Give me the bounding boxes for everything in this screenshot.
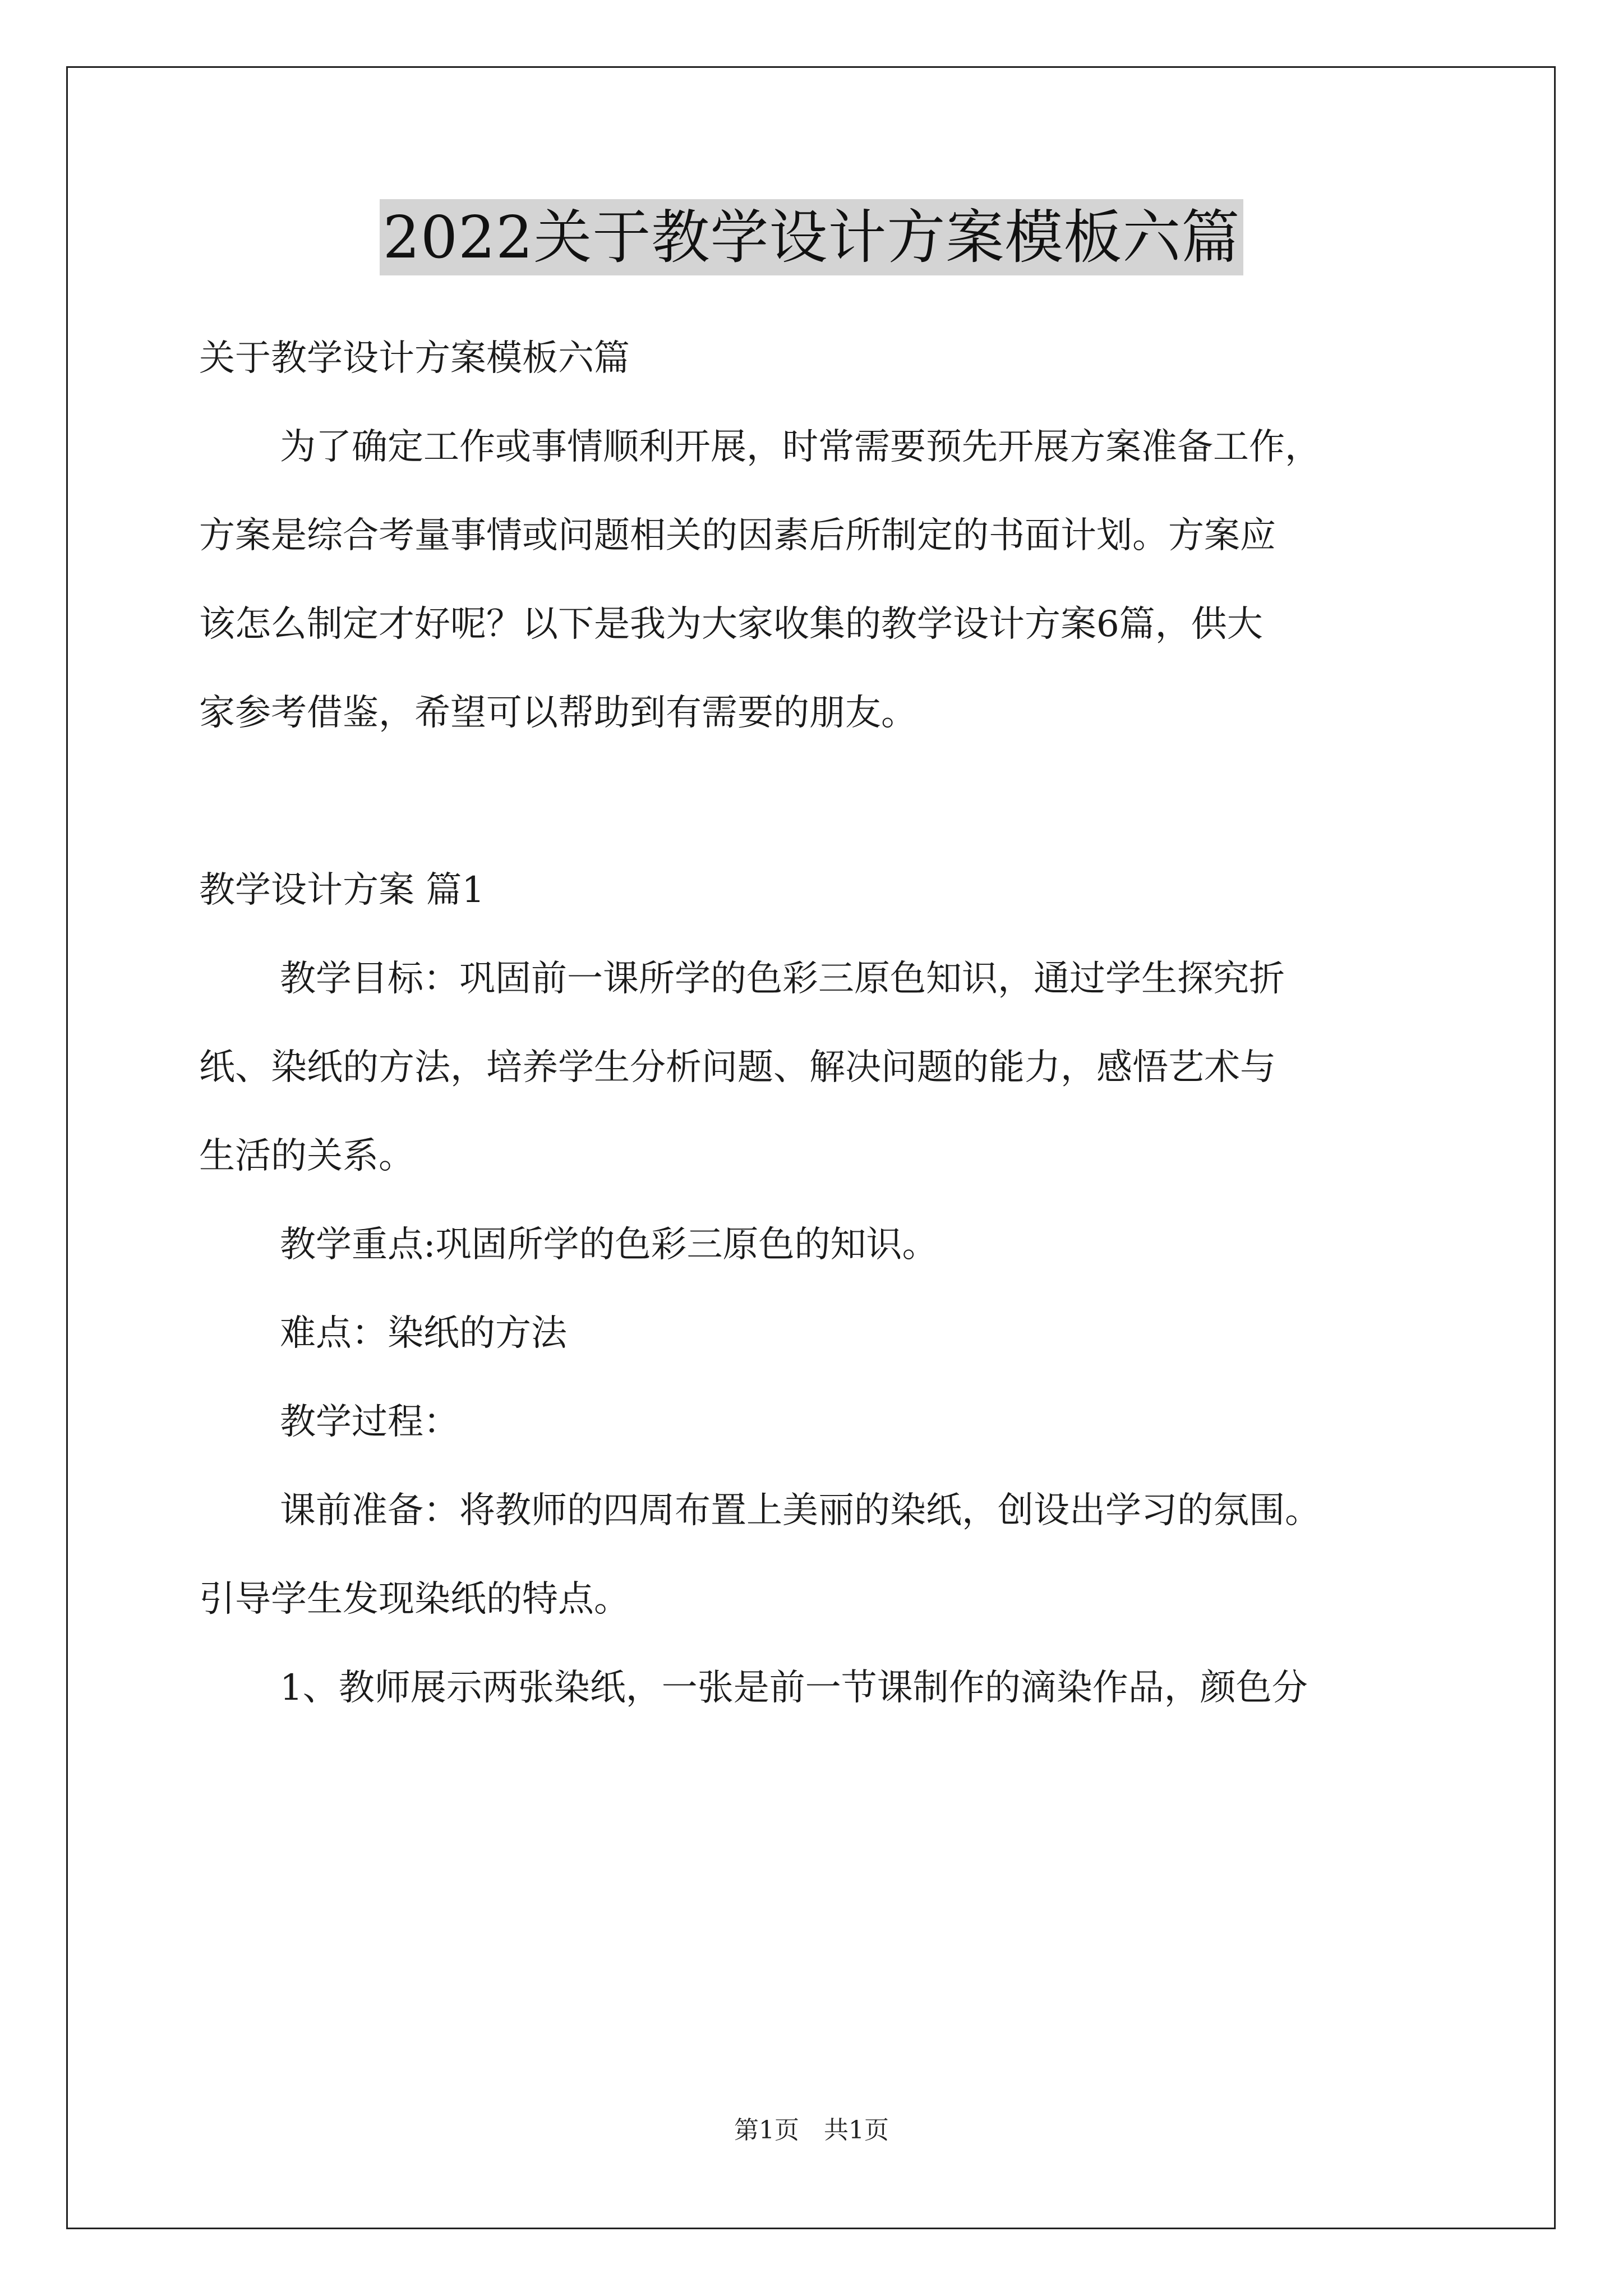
intro-line: 方案是综合考量事情或问题相关的因素后所制定的书面计划。方案应 [199, 515, 1276, 556]
prep-line: 引导学生发现染纸的特点。 [199, 1579, 630, 1620]
document-title: 2022关于教学设计方案模板六篇 [380, 199, 1244, 275]
goal-line: 生活的关系。 [199, 1135, 414, 1177]
goal-line: 教学目标：巩固前一课所学的色彩三原色知识，通过学生探究折 [280, 958, 1285, 1000]
page-number-footer: 第1页 共1页 [734, 2116, 889, 2145]
goal-line: 纸、染纸的方法，培养学生分析问题、解决问题的能力，感悟艺术与 [199, 1047, 1276, 1088]
difficulty: 难点：染纸的方法 [280, 1313, 567, 1354]
prep-line: 课前准备：将教师的四周布置上美丽的染纸，创设出学习的氛围。 [280, 1490, 1321, 1531]
document-body [199, 314, 1436, 1732]
process-heading: 教学过程： [280, 1401, 459, 1443]
key-point: 教学重点:巩固所学的色彩三原色的知识。 [280, 1224, 938, 1266]
intro-line: 该怎么制定才好呢？以下是我为大家收集的教学设计方案6篇，供大 [199, 604, 1263, 645]
section-heading: 教学设计方案 篇1 [199, 869, 485, 911]
title-container [0, 199, 1623, 275]
section-spacer [199, 757, 1436, 846]
intro-line: 家参考借鉴，希望可以帮助到有需要的朋友。 [199, 692, 917, 734]
intro-line: 为了确定工作或事情顺利开展，时常需要预先开展方案准备工作， [280, 426, 1321, 468]
intro-heading: 关于教学设计方案模板六篇 [199, 338, 630, 379]
step-line: 1、教师展示两张染纸，一张是前一节课制作的滴染作品，颜色分 [280, 1667, 1308, 1709]
